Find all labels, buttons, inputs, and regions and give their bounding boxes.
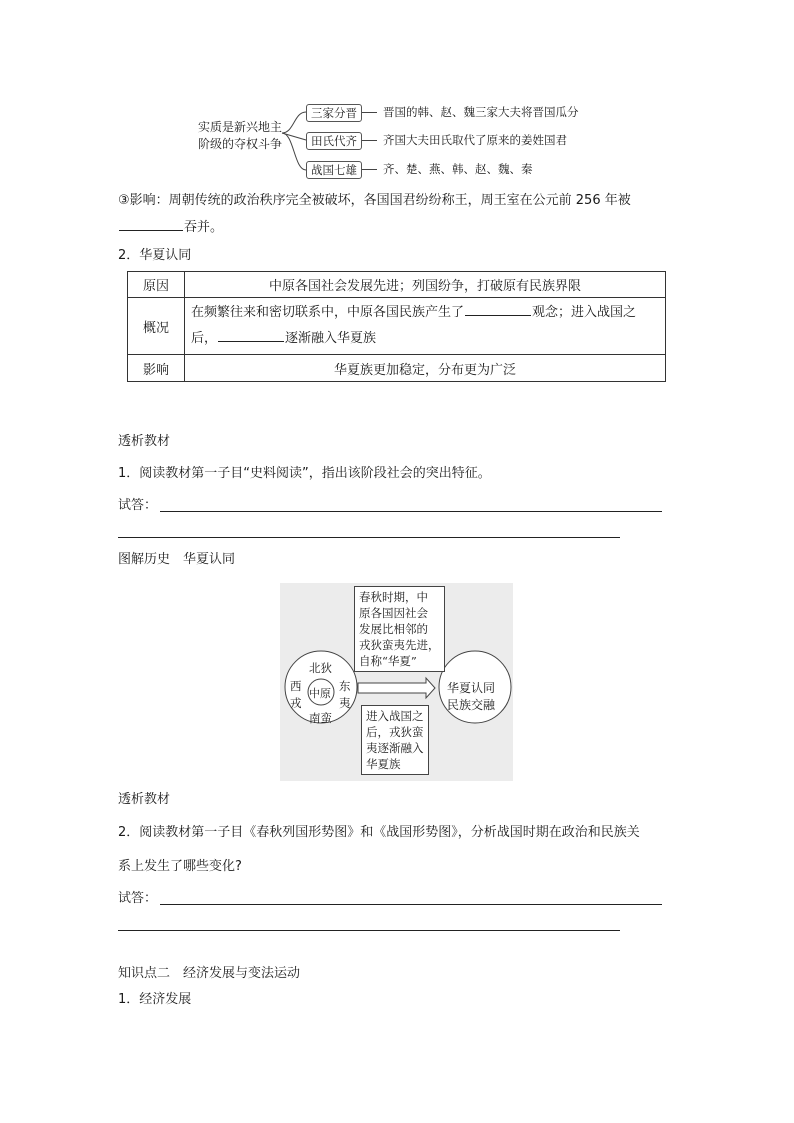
label-center: 中原 (309, 687, 331, 700)
table-head-cause: 原因 (128, 272, 185, 298)
analysis2-question-line1: 2．阅读教材第一子目《春秋列国形势图》和《战国形势图》，分析战国时期在政治和民族关 (118, 825, 640, 840)
label-north: 北狄 (309, 661, 332, 675)
right-arrow-icon (358, 678, 435, 698)
dash-2 (362, 140, 377, 141)
fill-blank[interactable] (119, 229, 183, 231)
fill-blank[interactable] (218, 340, 284, 342)
label-south: 南蛮 (309, 711, 332, 725)
answer-line[interactable] (118, 537, 620, 538)
answer-line[interactable] (118, 930, 620, 931)
dash-3 (362, 169, 377, 170)
table-cell-overview: 在频繁往来和密切联系中，中原各国民族产生了 观念；进入战国之 后， 逐渐融入华夏族 (185, 298, 666, 355)
knowledge2-sub: 1．经济发展 (118, 992, 192, 1007)
label-west-2: 戎 (290, 696, 302, 710)
influence-line2-text: 吞并。 (184, 220, 224, 235)
note-warring-states: 进入战国之 后，戎狄蛮 夷逐渐融入 华夏族 (361, 705, 429, 775)
label-west: 西 (290, 679, 302, 693)
essence-line2: 阶级的夺权斗争 (198, 137, 283, 151)
analysis2-answer-label: 试答： (118, 891, 158, 906)
desc-tian-replaces-qi: 齐国大夫田氏取代了原来的姜姓国君 (383, 133, 567, 147)
label-east-2: 夷 (339, 696, 351, 710)
analysis1-question: 1．阅读教材第一子目“史料阅读”，指出该阶段社会的突出特征。 (118, 466, 491, 481)
desc-seven-states: 齐、楚、燕、韩、赵、魏、秦 (383, 162, 533, 176)
huaxia-identity-table (127, 271, 666, 382)
analysis2-heading: 透析教材 (118, 792, 171, 807)
table-head-impact: 影响 (128, 355, 185, 382)
table-head-overview: 概况 (128, 298, 185, 355)
answer-line[interactable] (160, 904, 662, 905)
analysis1-heading: 透析教材 (118, 434, 171, 449)
fill-blank[interactable] (465, 314, 531, 316)
analysis1-answer-label: 试答： (118, 498, 158, 513)
influence-line1: ③影响：周朝传统的政治秩序完全被破坏，各国国君纷纷称王，周王室在公元前 256 年被 (118, 193, 631, 208)
answer-line[interactable] (160, 511, 662, 512)
illustrated-heading: 图解历史 华夏认同 (118, 552, 236, 567)
result-line2: 民族交融 (447, 698, 496, 712)
tag-three-families: 三家分晋 (306, 104, 362, 122)
label-east: 东 (339, 679, 351, 693)
knowledge2-heading: 知识点二 经济发展与变法运动 (118, 966, 301, 981)
result-line1: 华夏认同 (447, 681, 496, 695)
desc-three-families: 晋国的韩、赵、魏三家大夫将晋国瓜分 (383, 105, 579, 119)
table-cell-impact: 华夏族更加稳定，分布更为广泛 (185, 355, 666, 382)
tag-seven-states: 战国七雄 (306, 161, 362, 179)
tag-tian-replaces-qi: 田氏代齐 (306, 132, 362, 150)
essence-line1: 实质是新兴地主 (198, 120, 283, 134)
section-2-title: 2．华夏认同 (118, 248, 192, 263)
influence-line2 (118, 219, 223, 237)
table-cell-cause: 中原各国社会发展先进；列国纷争，打破原有民族界限 (185, 272, 666, 298)
dash-1 (362, 112, 377, 113)
analysis2-question-line2: 系上发生了哪些变化? (118, 859, 242, 874)
note-spring-autumn: 春秋时期，中 原各国因社会 发展比相邻的 戎狄蛮夷先进， 自称“华夏” (354, 586, 445, 672)
